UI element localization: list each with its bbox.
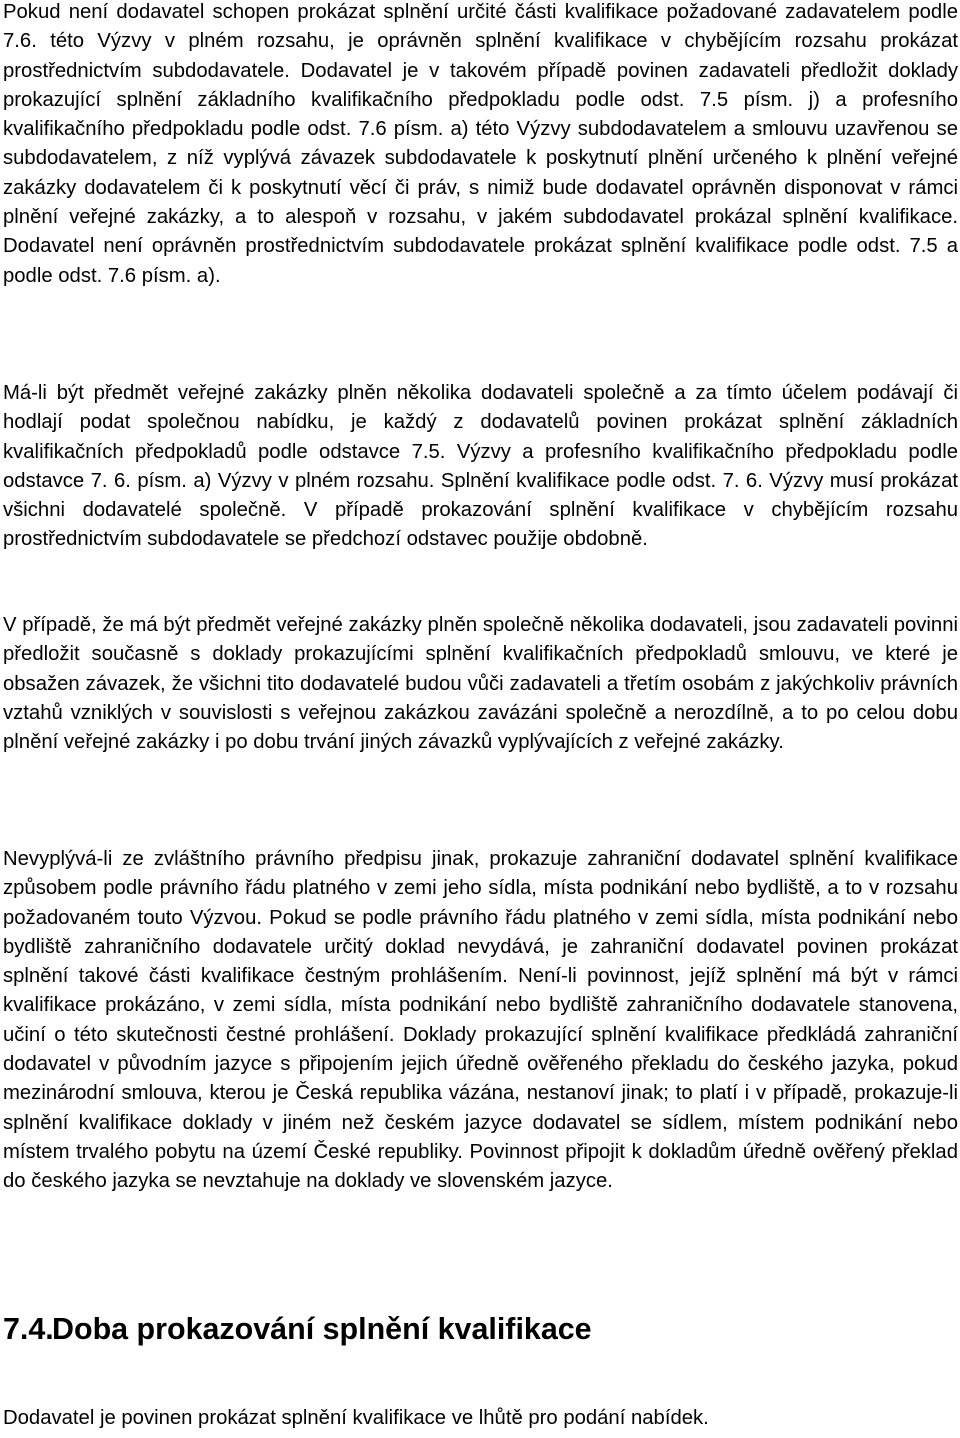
paragraph-joint-liability-contract: V případě, že má být předmět veřejné zakázky plněn společně několika dodavateli, jsou zadavateli povinni předložit současně s doklady prokazujícími splnění kvalifikačních předpokladů smlouvu, ve které je obsažen závazek, že všichni tito dodavatelé budou vůči zadavateli a třetím osobám z jakýchkoliv právních vztahů vzniklých v souvislosti s veřejnou zakázkou zavázáni společně a nerozdílně, a to po celou dobu plnění veřejné zakázky i po dobu trvání jiných závazků vyplývajících z veřejné zakázky. [3,614,958,754]
section-title: Doba prokazování splnění kvalifikace [52,1312,592,1346]
paragraph-subcontractor-qualification: Pokud není dodavatel schopen prokázat splnění určité části kvalifikace požadované zadavatelem podle 7.6. této Výzvy v plném rozsahu, je oprávněn splnění kvalifikace v chybějícím rozsahu prokázat prostřednictvím subdodavatele. Dodavatel je v takovém případě povinen zadavateli předložit doklady prokazující splnění základního kvalifikačního předpokladu podle odst. 7.5 písm. j) a profesního kvalifikačního předpokladu podle odst. 7.6 písm. a) této Výzvy subdodavatelem a smlouvu uzavřenou se subdodavatelem, z níž vyplývá závazek subdodavatele k poskytnutí plnění určeného k plnění veřejné zakázky dodavatelem či k poskytnutí věcí či práv, s nimiž bude dodavatel oprávněn disponovat v rámci plnění veřejné zakázky, a to alespoň v rozsahu, v jakém subdodavatel prokázal splnění kvalifikace. Dodavatel není oprávněn prostřednictvím subdodavatele prokázat splnění kvalifikace podle odst. 7.5 a podle odst. 7.6 písm. a). [3,1,958,287]
section-heading [3,1312,958,1346]
section-number: 7.4. [3,1312,54,1346]
paragraph-foreign-supplier-qualification: Nevyplývá-li ze zvláštního právního předpisu jinak, prokazuje zahraniční dodavatel splnění kvalifikace způsobem podle právního řádu platného v zemi jeho sídla, místa podnikání nebo bydliště, a to v rozsahu požadovaném touto Výzvou. Pokud se podle právního řádu platného v zemi sídla, místa podnikání nebo bydliště zahraničního dodavatele určitý doklad nevydává, je zahraniční dodavatel povinen prokázat splnění takové části kvalifikace čestným prohlášením. Není-li povinnost, jejíž splnění má být v rámci kvalifikace prokázáno, v zemi sídla, místa podnikání nebo bydliště zahraničního dodavatele stanovena, učiní o této skutečnosti čestné prohlášení. Doklady prokazující splnění kvalifikace předkládá zahraniční dodavatel v původním jazyce s připojením jejich úředně ověřeného překladu do českého jazyka, pokud mezinárodní smlouva, kterou je Česká republika vázána, nestanoví jinak; to platí i v případě, prokazuje-li splnění kvalifikace doklady v jiném než českém jazyce dodavatel se sídlem, místem podnikání nebo místem trvalého pobytu na území České republiky. Povinnost připojit k dokladům úředně ověřený překlad do českého jazyka se nevztahuje na doklady ve slovenském jazyce. [3,848,958,1193]
paragraph-joint-bid-qualification: Má-li být předmět veřejné zakázky plněn několika dodavateli společně a za tímto účelem podávají či hodlají podat společnou nabídku, je každý z dodavatelů povinen prokázat splnění základních kvalifikačních předpokladů podle odstavce 7.5. Výzvy a profesního kvalifikačního předpokladu podle odstavce 7. 6. písm. a) Výzvy v plném rozsahu. Splnění kvalifikace podle odst. 7. 6. Výzvy musí prokázat všichni dodavatelé společně. V případě prokazování splnění kvalifikace v chybějícím rozsahu prostřednictvím subdodavatele se předchozí odstavec použije obdobně. [3,382,958,551]
paragraph-qualification-deadline: Dodavatel je povinen prokázat splnění kvalifikace ve lhůtě pro podání nabídek. [3,1407,709,1429]
